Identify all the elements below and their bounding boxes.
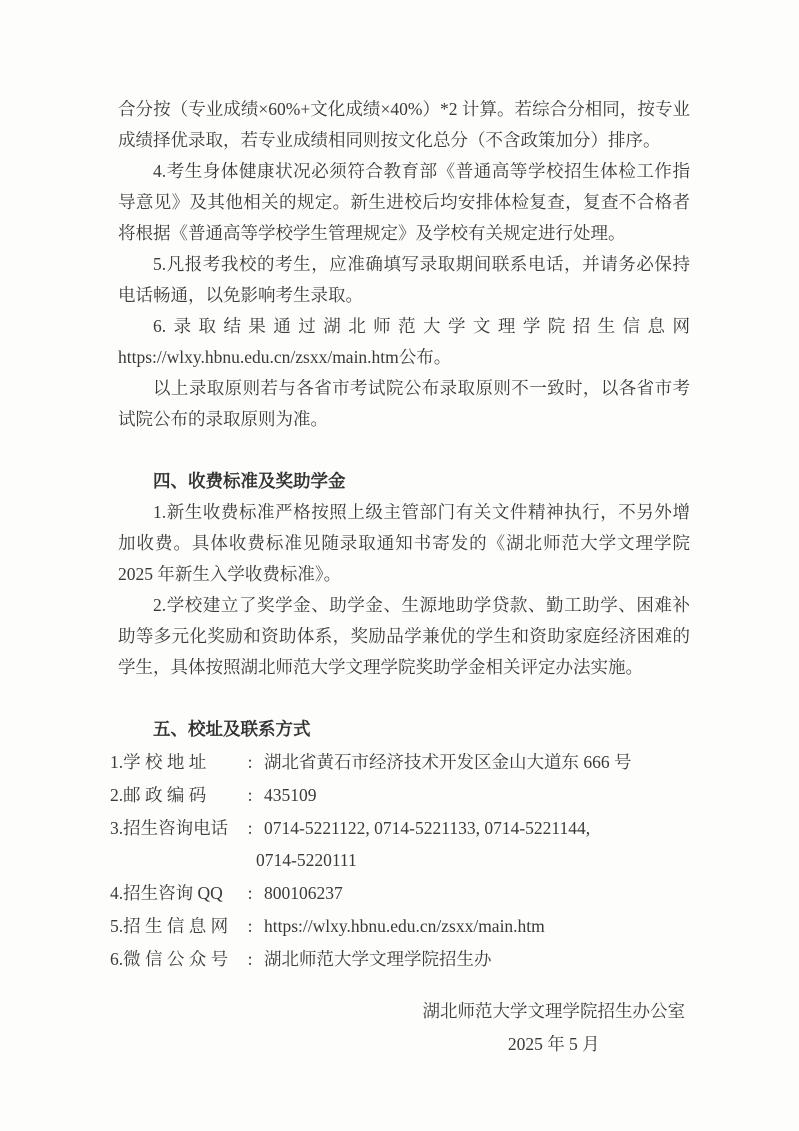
contact-value: 435109 (264, 785, 317, 805)
contact-value: 800106237 (264, 883, 343, 903)
section-heading-contact: 五、校址及联系方式 (153, 719, 311, 739)
section-heading-fees: 四、收费标准及奖助学金 (153, 471, 346, 491)
contact-value: 0714-5221122, 0714-5221133, 0714-5221144, (264, 818, 591, 838)
contact-label: 1.学 校 地 址 (110, 752, 207, 772)
contact-row-school-address (110, 747, 690, 778)
contact-label: 4.招生咨询 QQ (110, 883, 223, 903)
contact-row-admissions-website (110, 911, 690, 942)
signature-date: 2025 年 5 月 (507, 1034, 600, 1054)
document-content (110, 94, 690, 1060)
contact-value: 湖北省黄石市经济技术开发区金山大道东 666 号 (264, 752, 632, 772)
paragraph-fees-2: 2.学校建立了奖学金、助学金、生源地助学贷款、勤工助学、困难补助等多元化奖励和资助体系，奖励品学兼优的学生和资助家庭经济困难的学生，具体按照湖北师范大学文理学院奖助学金相关评定办法实施。 (118, 595, 690, 677)
contact-list (110, 747, 690, 975)
paragraph-item-5-phone: 5.凡报考我校的考生，应准确填写录取期间联系电话，并请务必保持电话畅通，以免影响考生录取。 (118, 254, 690, 305)
contact-value-phone-continued: 0714-5220111 (256, 850, 357, 870)
contact-row-postal-code (110, 780, 690, 811)
contact-colon: : (247, 785, 253, 805)
contact-label: 2.邮 政 编 码 (110, 785, 207, 805)
contact-colon: : (247, 949, 253, 969)
contact-label: 6.微 信 公 众 号 (110, 949, 229, 969)
paragraph-item-6-results: 6.录取结果通过湖北师范大学文理学院招生信息网https://wlxy.hbnu.edu.cn/zsxx/main.htm公布。 (118, 316, 690, 367)
contact-row-phone (110, 813, 690, 844)
contact-colon: : (247, 818, 253, 838)
contact-colon: : (247, 916, 253, 936)
paragraph-fees-1: 1.新生收费标准严格按照上级主管部门有关文件精神执行，不另外增加收费。具体收费标准见随录取通知书寄发的《湖北师范大学文理学院 2025 年新生入学收费标准》。 (118, 502, 690, 584)
signature-block (118, 996, 690, 1060)
contact-colon: : (247, 883, 253, 903)
contact-label: 3.招生咨询电话 (110, 818, 229, 838)
paragraph-item-4-health: 4.考生身体健康状况必须符合教育部《普通高等学校招生体检工作指导意见》及其他相关的规定。新生进校后均安排体检复查，复查不合格者将根据《普通高等学校学生管理规定》及学校有关规定进行处理。 (118, 161, 690, 243)
contact-label: 5.招 生 信 息 网 (110, 916, 229, 936)
paragraph-disclaimer: 以上录取原则若与各省市考试院公布录取原则不一致时，以各省市考试院公布的录取原则为准。 (118, 378, 690, 429)
paragraph-score-formula: 合分按（专业成绩×60%+文化成绩×40%）*2 计算。若综合分相同，按专业成绩择优录取，若专业成绩相同则按文化总分（不含政策加分）排序。 (118, 99, 690, 150)
contact-row-wechat (110, 944, 690, 975)
signature-office: 湖北师范大学文理学院招生办公室 (422, 1001, 685, 1021)
contact-row-qq (110, 878, 690, 909)
contact-value-url: https://wlxy.hbnu.edu.cn/zsxx/main.htm (264, 916, 545, 936)
contact-value: 湖北师范大学文理学院招生办 (264, 949, 492, 969)
contact-colon: : (247, 752, 253, 772)
